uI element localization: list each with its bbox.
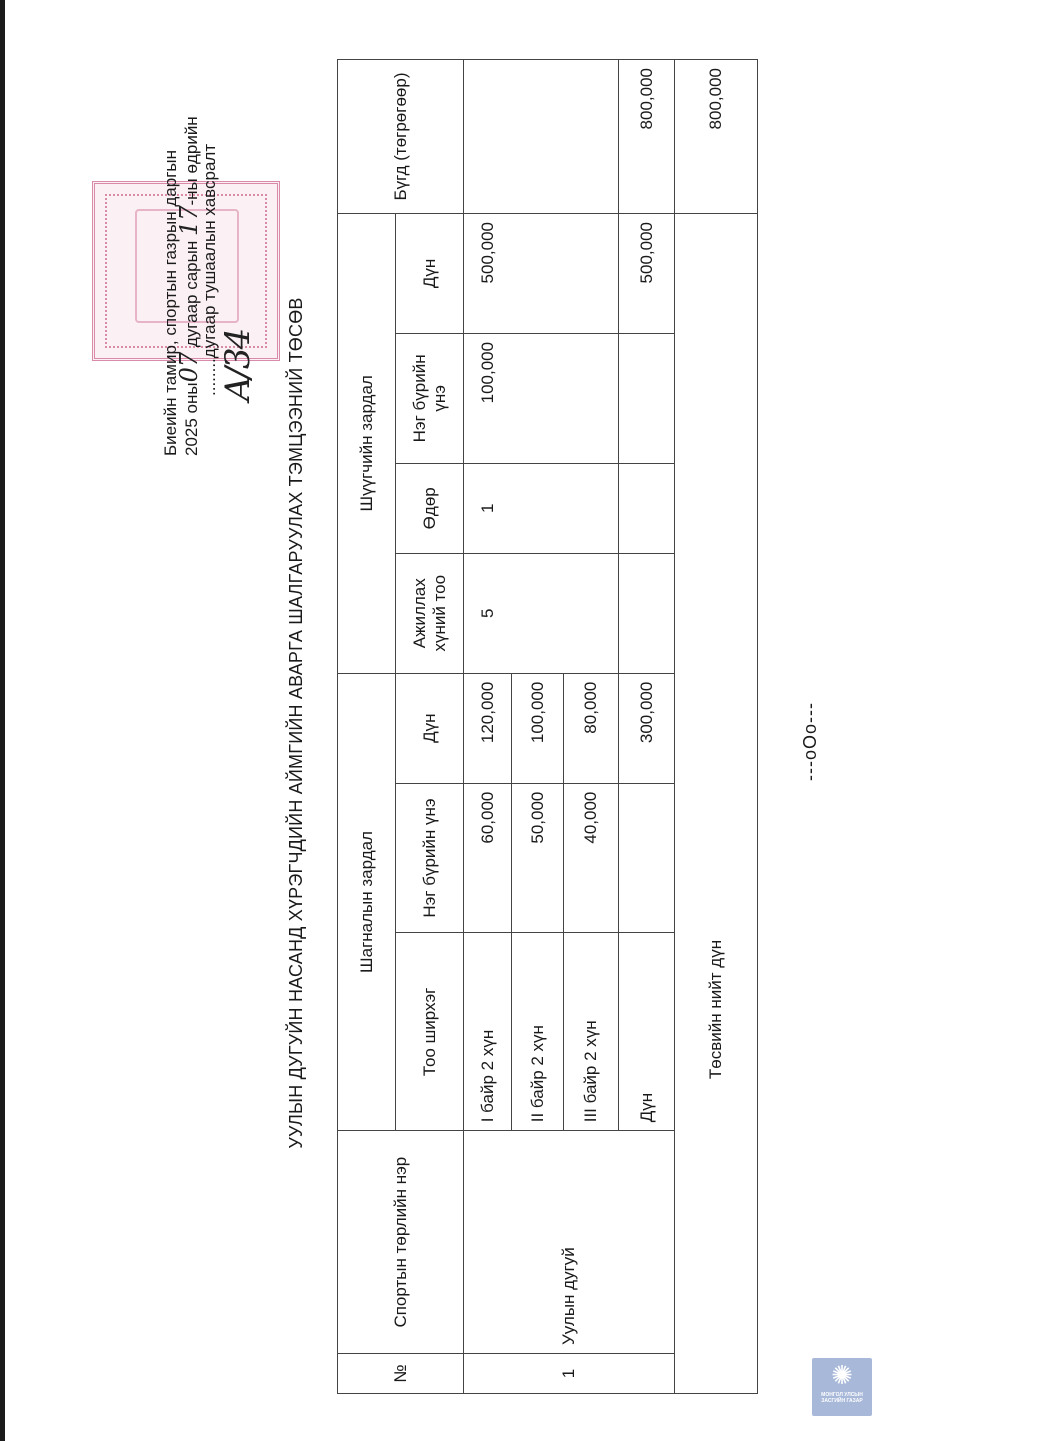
sport-name-cell: Уулын дугуй <box>464 1131 675 1354</box>
subtotal-empty <box>619 553 675 673</box>
subtotal-empty <box>619 783 675 933</box>
table-row <box>464 60 512 1394</box>
subtotal-label: Дүн <box>619 933 675 1131</box>
approval-line-1: Биеийн тамир, спортын газрын даргын <box>161 149 180 456</box>
prize-label-1: I байр 2 хүн <box>464 933 512 1131</box>
handwritten-month: 07 <box>175 351 203 383</box>
header-prize-group: Шагналын зардал <box>338 673 396 1131</box>
subtotal-judge: 500,000 <box>619 213 675 333</box>
prize-label-2: II байр 2 хүн <box>512 933 564 1131</box>
prize-amount-3: 80,000 <box>564 673 619 783</box>
approval-block <box>162 56 219 456</box>
closing-mark: ---oOo--- <box>800 702 820 781</box>
total-empty <box>464 60 619 214</box>
subtotal-total: 800,000 <box>619 60 675 214</box>
subtotal-empty <box>619 333 675 463</box>
prize-unit-2: 50,000 <box>512 783 564 933</box>
handwritten-day: 17 <box>175 205 203 237</box>
handwritten-order-number: A/34 <box>218 329 258 401</box>
judge-days: 1 <box>464 463 619 553</box>
prize-unit-3: 40,000 <box>564 783 619 933</box>
judge-unit: 100,000 <box>464 333 619 463</box>
header-no: № <box>338 1354 464 1394</box>
prize-amount-1: 120,000 <box>464 673 512 783</box>
header-count: Тоо ширхэг <box>396 933 464 1131</box>
header-judge-unit: Нэг бүрийн үнэ <box>396 333 464 463</box>
subtotal-prize: 300,000 <box>619 673 675 783</box>
row-number: 1 <box>464 1354 675 1394</box>
prize-unit-1: 60,000 <box>464 783 512 933</box>
header-sport-name: Спортын төрлийн нэр <box>338 1131 464 1354</box>
judge-amount: 500,000 <box>464 213 619 333</box>
grand-total-label: Төсвийн нийт дүн <box>675 213 758 1393</box>
government-logo: ✺ МОНГОЛ УЛСЫН ЗАСГИЙН ГАЗАР <box>812 1358 872 1416</box>
header-total: Бүгд (төгрөгөөр) <box>338 60 464 214</box>
prize-amount-2: 100,000 <box>512 673 564 783</box>
subtotal-empty <box>619 463 675 553</box>
approval-line-3: ........дугаар тушаалын хавсралт <box>200 143 219 396</box>
header-judge-group: Шүүгчийн зардал <box>338 213 396 673</box>
grand-total-value: 800,000 <box>675 60 758 214</box>
grand-total-row <box>675 60 758 1394</box>
soyombo-icon: ✺ <box>831 1360 853 1390</box>
header-amount: Дүн <box>396 673 464 783</box>
header-unit-price: Нэг бүрийн үнэ <box>396 783 464 933</box>
budget-table <box>337 59 758 1394</box>
prize-label-3: III байр 2 хүн <box>564 933 619 1131</box>
approval-line-2: 2025 оны07 дугаар сарын 17-ны өдрийн <box>175 116 203 456</box>
document-title: УУЛЫН ДУГУЙН НАСАНД ХҮРЭГЧДИЙН АЙМГИЙН АВАРГА ШАЛГАРУУЛАХ ТЭМЦЭЭНИЙ ТӨСӨВ <box>286 297 306 1149</box>
header-days: Өдөр <box>396 463 464 553</box>
header-workers: Ажиллах хүний тоо <box>396 553 464 673</box>
judge-workers: 5 <box>464 553 619 673</box>
header-judge-amount: Дүн <box>396 213 464 333</box>
